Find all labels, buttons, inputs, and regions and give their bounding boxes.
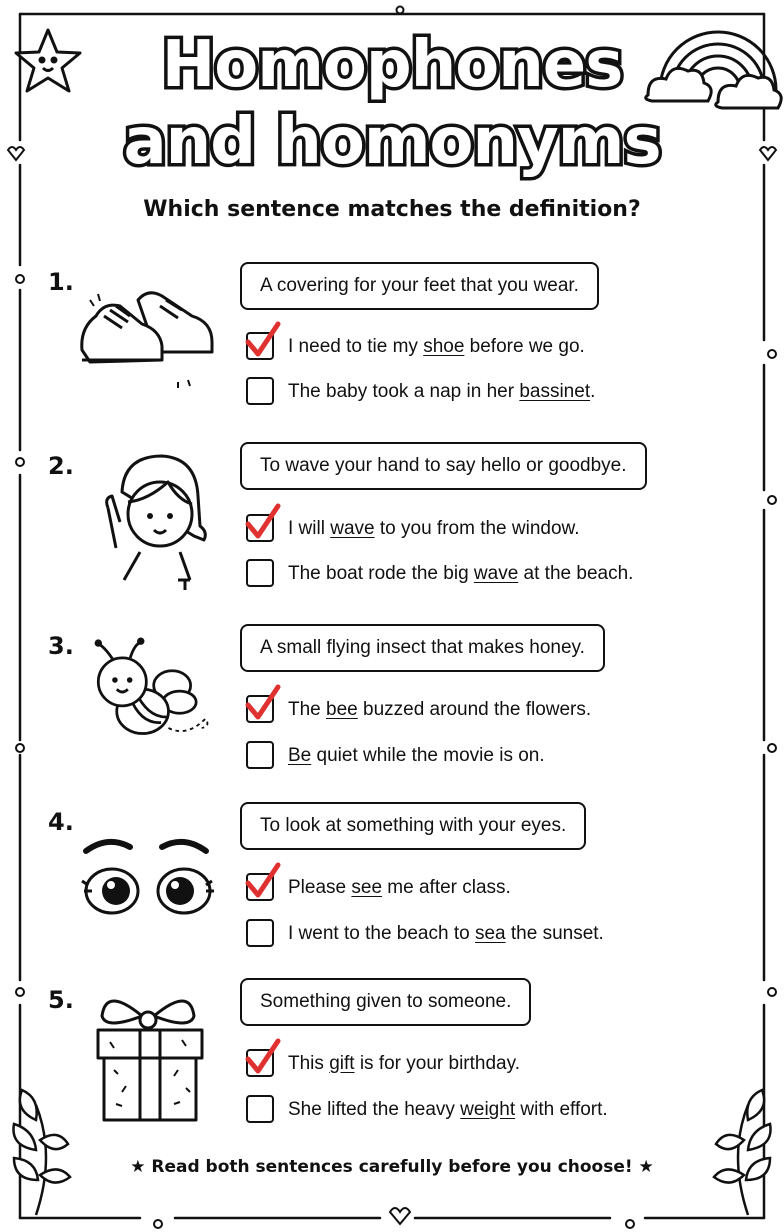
checkmark-icon <box>244 320 284 364</box>
key-word: wave <box>473 563 519 584</box>
key-word: weight <box>460 1099 516 1120</box>
answer-option[interactable] <box>246 330 766 364</box>
key-word: Be <box>288 745 312 766</box>
definition-box: To look at something with your eyes. <box>240 802 586 850</box>
answer-checkbox[interactable] <box>246 559 274 587</box>
answer-option[interactable] <box>246 739 766 773</box>
answer-option[interactable] <box>246 693 766 727</box>
sneakers-icon <box>70 270 230 390</box>
answer-option[interactable] <box>246 375 766 409</box>
definition-box: To wave your hand to say hello or goodbye. <box>240 442 647 490</box>
answer-option[interactable] <box>246 871 766 905</box>
key-word: see <box>351 877 383 898</box>
key-word: gift <box>329 1053 355 1074</box>
answer-option[interactable] <box>246 1093 766 1127</box>
answer-option[interactable] <box>246 512 766 546</box>
instructions: Which sentence matches the definition? <box>143 197 641 222</box>
question-number: 4. <box>48 808 74 836</box>
checkmark-icon <box>244 502 284 546</box>
answer-text: The bee buzzed around the flowers. <box>288 699 592 720</box>
eyes-icon <box>70 810 230 930</box>
answer-text: Be quiet while the movie is on. <box>288 745 545 766</box>
key-word: shoe <box>423 336 465 357</box>
checkmark-icon <box>244 861 284 905</box>
bee-icon <box>70 632 230 752</box>
answer-text: Please see me after class. <box>288 877 511 898</box>
page-title: Homophones <box>161 28 623 102</box>
key-word: wave <box>330 518 375 539</box>
question-number: 3. <box>48 632 74 660</box>
waving-girl-icon <box>70 452 230 592</box>
question-number: 5. <box>48 986 74 1014</box>
answer-option[interactable] <box>246 557 766 591</box>
answer-text: This gift is for your birthday. <box>288 1053 520 1074</box>
question-2 <box>0 444 784 614</box>
checkmark-icon <box>244 1037 284 1081</box>
answer-text: I went to the beach to sea the sunset. <box>288 923 604 944</box>
answer-option[interactable] <box>246 1047 766 1081</box>
key-word: bassinet <box>519 381 591 402</box>
gift-box-icon <box>70 986 230 1126</box>
definition-box: A small flying insect that makes honey. <box>240 624 605 672</box>
page-title-line-2: and homonyms <box>123 105 661 179</box>
question-1 <box>0 262 784 432</box>
answer-text: She lifted the heavy weight with effort. <box>288 1099 608 1120</box>
answer-text: I need to tie my shoe before we go. <box>288 336 585 357</box>
answer-checkbox[interactable] <box>246 919 274 947</box>
definition-box: Something given to someone. <box>240 978 531 1026</box>
answer-checkbox[interactable] <box>246 377 274 405</box>
answer-text: I will wave to you from the window. <box>288 518 580 539</box>
question-5 <box>0 978 784 1148</box>
question-4 <box>0 802 784 972</box>
key-word: sea <box>474 923 506 944</box>
footer-note: ★ Read both sentences carefully before you choose! ★ <box>130 1157 654 1177</box>
checkmark-icon <box>244 683 284 727</box>
answer-text: The baby took a nap in her bassinet. <box>288 381 596 402</box>
definition-box: A covering for your feet that you wear. <box>240 262 599 310</box>
question-number: 1. <box>48 268 74 296</box>
answer-text: The boat rode the big wave at the beach. <box>288 563 634 584</box>
answer-checkbox[interactable] <box>246 1095 274 1123</box>
answer-checkbox[interactable] <box>246 741 274 769</box>
question-number: 2. <box>48 452 74 480</box>
question-3 <box>0 624 784 794</box>
answer-option[interactable] <box>246 917 766 951</box>
key-word: bee <box>326 699 358 720</box>
